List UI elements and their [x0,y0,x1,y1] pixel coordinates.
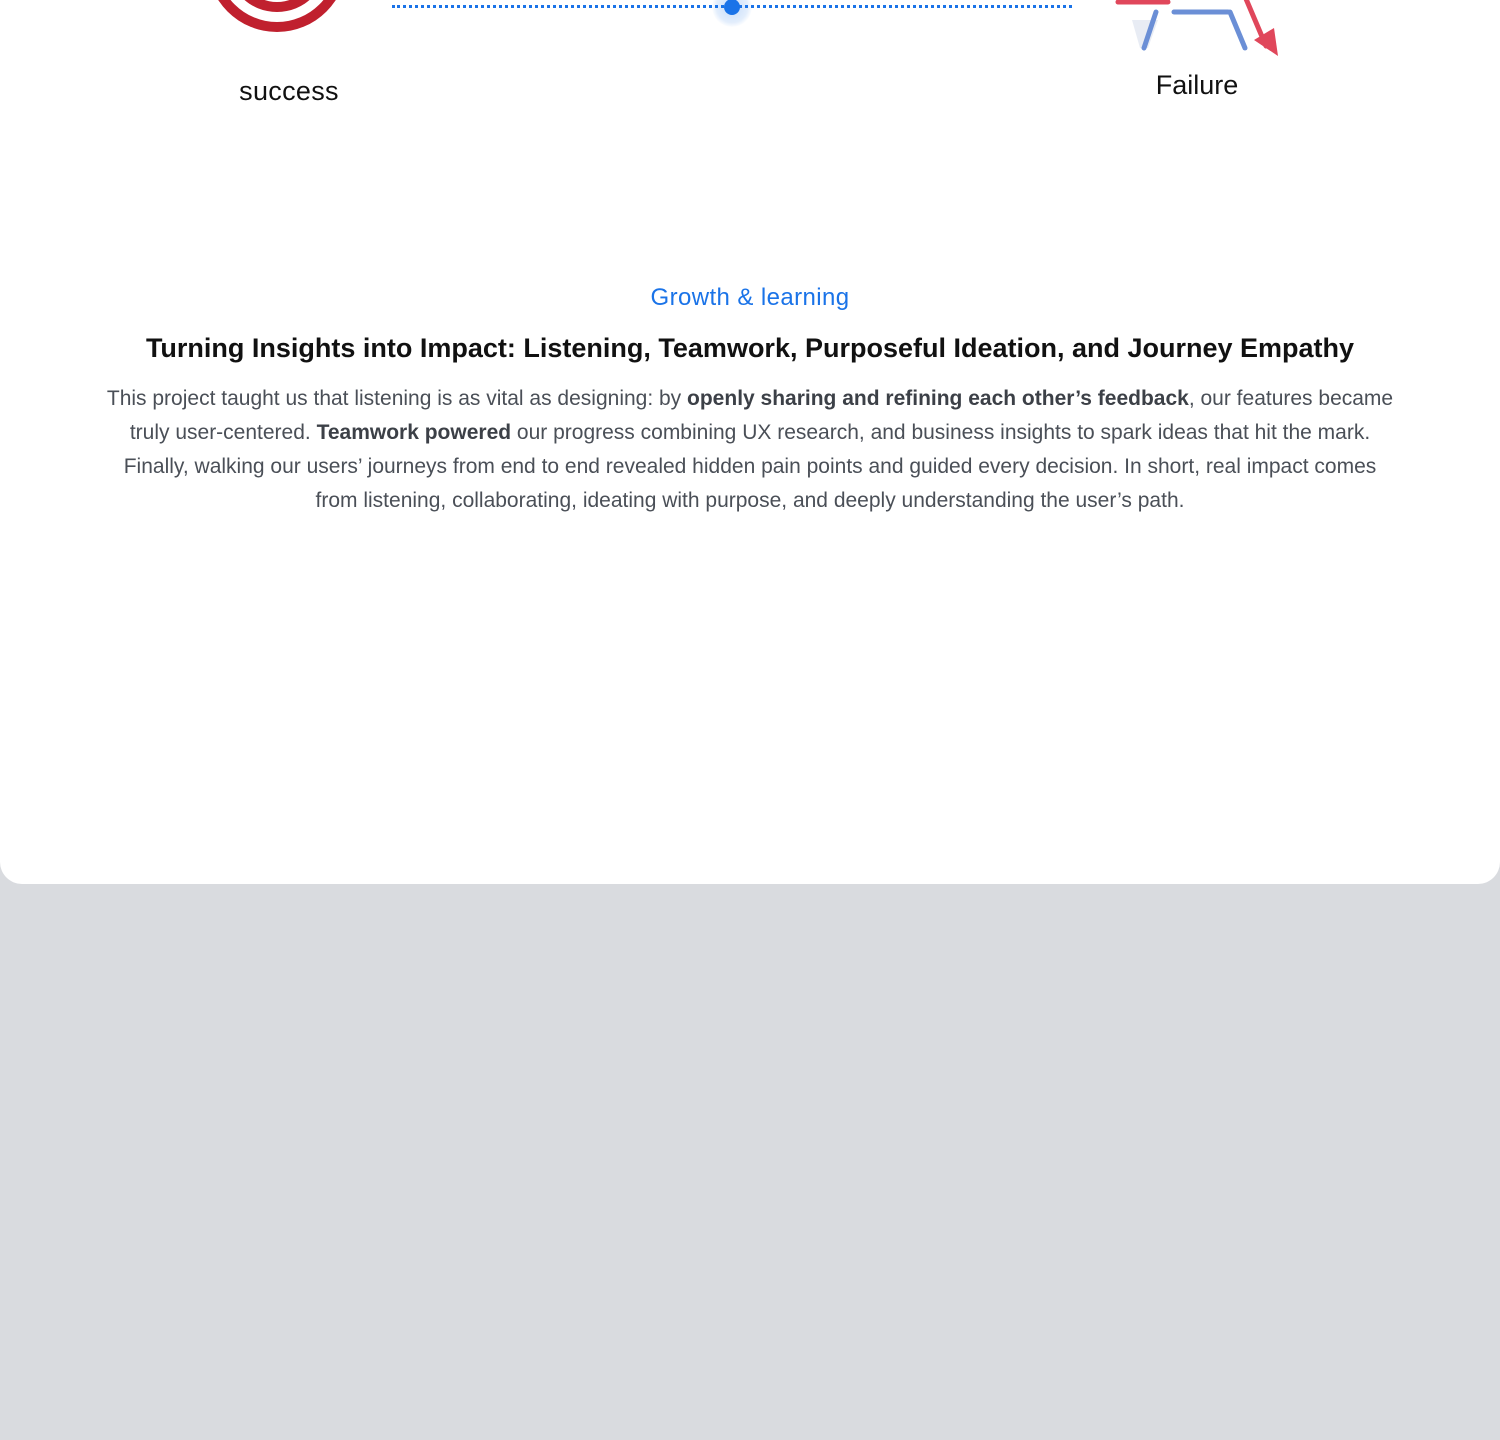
body-emphasis-feedback: openly sharing and refining each other’s feedback [687,387,1189,410]
growth-learning-section [100,280,1400,518]
failure-warning-icon [1110,0,1290,60]
body-text-part-3: our progress combining UX research, and business insights to spark ideas that hit the mark. Finally, walking our users’ journeys from end to end revealed hidden pain points and guided every decision. In short, real impact comes from listening, collaborating, ideating with purpose, and deeply understanding the user’s path. [123,421,1377,512]
body-text-part-2: , our features became truly user-centered. [129,387,1394,444]
section-eyebrow: Growth & learning [650,284,850,311]
success-failure-scale [0,0,1500,160]
body-text-part-1: This project taught us that listening is as vital as designing: by [106,387,688,410]
body-emphasis-teamwork: Teamwork powered [316,421,512,444]
success-label: success [239,76,339,106]
failure-label: Failure [1155,70,1239,100]
section-body [100,382,1400,518]
target-icon [200,0,356,64]
slider-thumb[interactable] [712,0,752,27]
section-heading: Turning Insights into Impact: Listening, Teamwork, Purposeful Ideation, and Journey Empathy [145,333,1355,363]
